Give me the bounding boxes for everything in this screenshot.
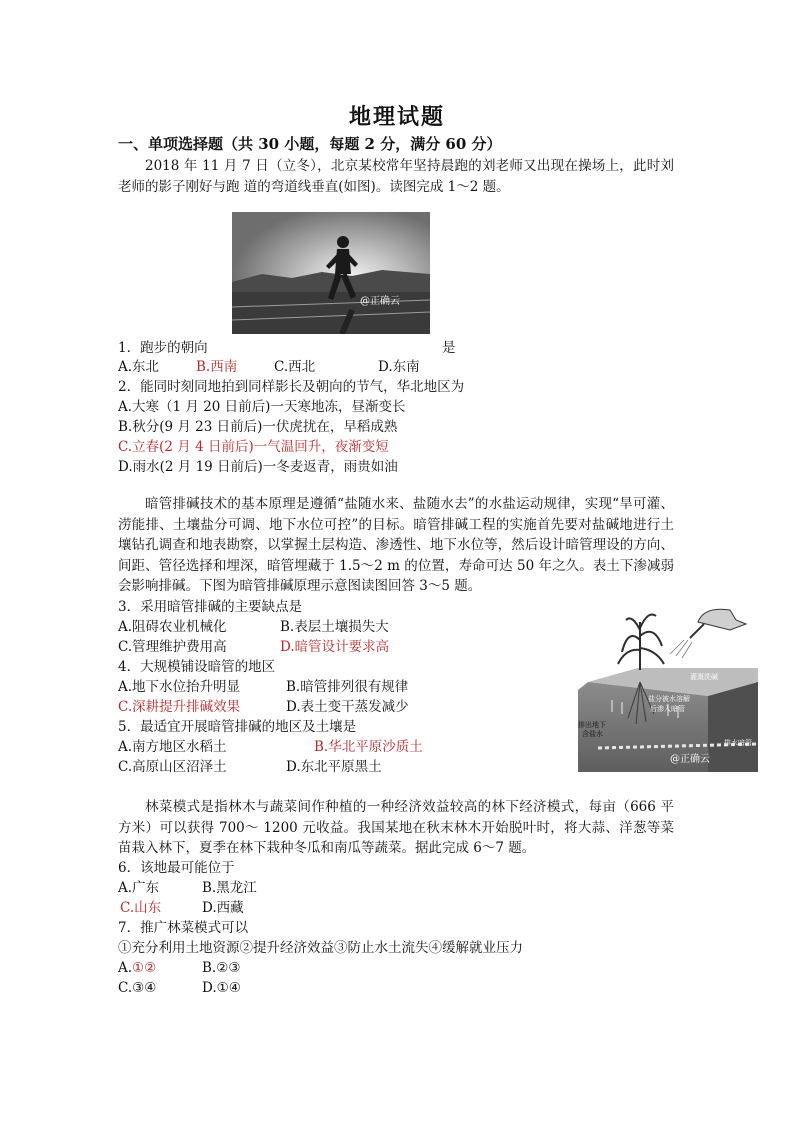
q2-option-b: B.秋分(9 月 23 日前后)一伏虎扰在，早稻成熟 <box>118 419 398 435</box>
q1-stem-tail: 是 <box>442 340 456 356</box>
photo-watermark: @正确云 <box>360 296 400 307</box>
intro-paragraph-2: 暗管排碱技术的基本原理是遵循“盐随水来、盐随水去”的水盐运动规律，实现“旱可灌、涝能排、土壤盐分可调、地下水位可控”的目标。暗管排碱工程的实施首先要对盐碱地进行土壤钻孔调查和地表勘察，以掌握土层构造、渗透性、地下水位等，然后设计暗管理设的方向、间距、管径选择和埋深，暗管埋藏于 1.5～2 m 的位置，寿命可达 50 年之久。表土下渗减弱会影响排碱。下图为暗管排碱原理示意图读图回答 3～5 题。 <box>118 496 674 594</box>
q7-option-d: D.①④ <box>202 980 241 996</box>
q5-option-b: B.华北平原沙质土 <box>314 739 423 755</box>
q7-option-a-prefix: A. <box>118 960 133 976</box>
q2-option-d: D.雨水(2 月 19 日前后)一冬麦返青，雨贵如油 <box>118 459 398 475</box>
label-salt-dissolve-2: 后渗入暗管 <box>650 705 685 713</box>
q1-option-c: C.西北 <box>274 359 316 375</box>
q3-option-b: B.表层土壤损失大 <box>280 619 389 635</box>
diagram-watermark: @正确云 <box>670 754 710 765</box>
runner-photo-graphic <box>232 212 430 334</box>
q4-option-d: D.表土变干蒸发减少 <box>286 699 409 715</box>
q5-option-d: D.东北平原黑土 <box>286 759 382 775</box>
drainage-diagram <box>578 600 758 772</box>
q6-option-b: B.黑龙江 <box>202 880 257 896</box>
q3-option-c: C.管理维护费用高 <box>118 639 227 655</box>
page-title: 地理试题 <box>348 104 445 130</box>
q5-stem: 5．最适宜开展暗管排碱的地区及土壤是 <box>118 719 357 735</box>
label-salt-dissolve-1: 盐分被水溶解 <box>648 695 690 703</box>
q7-option-a-text: ①② <box>132 960 157 976</box>
q4-option-c: C.深耕提升排碱效果 <box>118 699 241 715</box>
label-drain-out-1: 排出地下 <box>578 721 606 729</box>
q1-stem: 1．跑步的朝向 <box>118 340 208 356</box>
q3-option-d: D.暗管设计要求高 <box>280 639 390 655</box>
q1-option-d: D.东南 <box>378 359 420 375</box>
q2-option-c: C.立春(2 月 4 日前后)一气温回升，夜渐变短 <box>118 439 389 455</box>
q2-stem: 2．能同时刻同地拍到同样影长及朝向的节气，华北地区为 <box>118 379 465 395</box>
q7-option-b: B.②③ <box>202 960 241 976</box>
label-drain-pipe: 排水暗管 <box>724 739 752 747</box>
q7-option-a <box>118 958 156 978</box>
q4-option-b: B.暗管排列很有规律 <box>286 679 409 695</box>
q7-stem: 7．推广林菜模式可以 <box>118 920 249 936</box>
q7-statements: ①充分利用土地资源②提升经济效益③防止水土流失④缓解就业压力 <box>118 940 523 956</box>
runner-photo <box>232 212 430 334</box>
q2-option-a: A.大寒（1 月 20 日前后)一天寒地冻，昼渐变长 <box>118 399 406 415</box>
q5-option-c: C.高原山区沼泽土 <box>118 759 227 775</box>
q5-option-a: A.南方地区水稻土 <box>118 739 227 755</box>
intro-paragraph-1: 2018 年 11 月 7 日（立冬），北京某校常年坚持晨跑的刘老师又出现在操场上，此时刘老师的影子刚好与跑 道的弯道线垂直(如图)。读图完成 1～2 题。 <box>118 158 674 195</box>
q7-option-c: C.③④ <box>118 980 157 996</box>
q3-option-a: A.阻碍农业机械化 <box>118 619 227 635</box>
q1-option-b: B.西南 <box>196 359 238 375</box>
label-irrigation-wash: 灌溉洗碱 <box>690 673 718 681</box>
q3-stem: 3．采用暗管排碱的主要缺点是 <box>118 599 303 615</box>
q6-option-d: D.西藏 <box>202 900 244 916</box>
q4-stem: 4．大规模铺设暗管的地区 <box>118 659 276 675</box>
q6-stem: 6．该地最可能位于 <box>118 860 235 876</box>
intro-paragraph-3: 林菜模式是指林木与蔬菜间作种植的一种经济效益较高的林下经济模式，每亩（666 平方米）可以获得 700～ 1200 元收益。我国某地在秋末林木开始脱叶时，将大蒜、洋葱等菜苗栽入林下，夏季在林下栽种冬瓜和南瓜等蔬菜。据此完成 6～7 题。 <box>118 799 674 856</box>
label-drain-out-2: 含盐水 <box>582 730 603 738</box>
q6-option-c: C.山东 <box>120 900 162 916</box>
q1-option-a: A.东北 <box>118 359 160 375</box>
section-heading: 一、单项选择题（共 30 小题，每题 2 分，满分 60 分） <box>118 135 502 153</box>
q4-option-a: A.地下水位抬升明显 <box>118 679 241 695</box>
q6-option-a: A.广东 <box>118 880 160 896</box>
